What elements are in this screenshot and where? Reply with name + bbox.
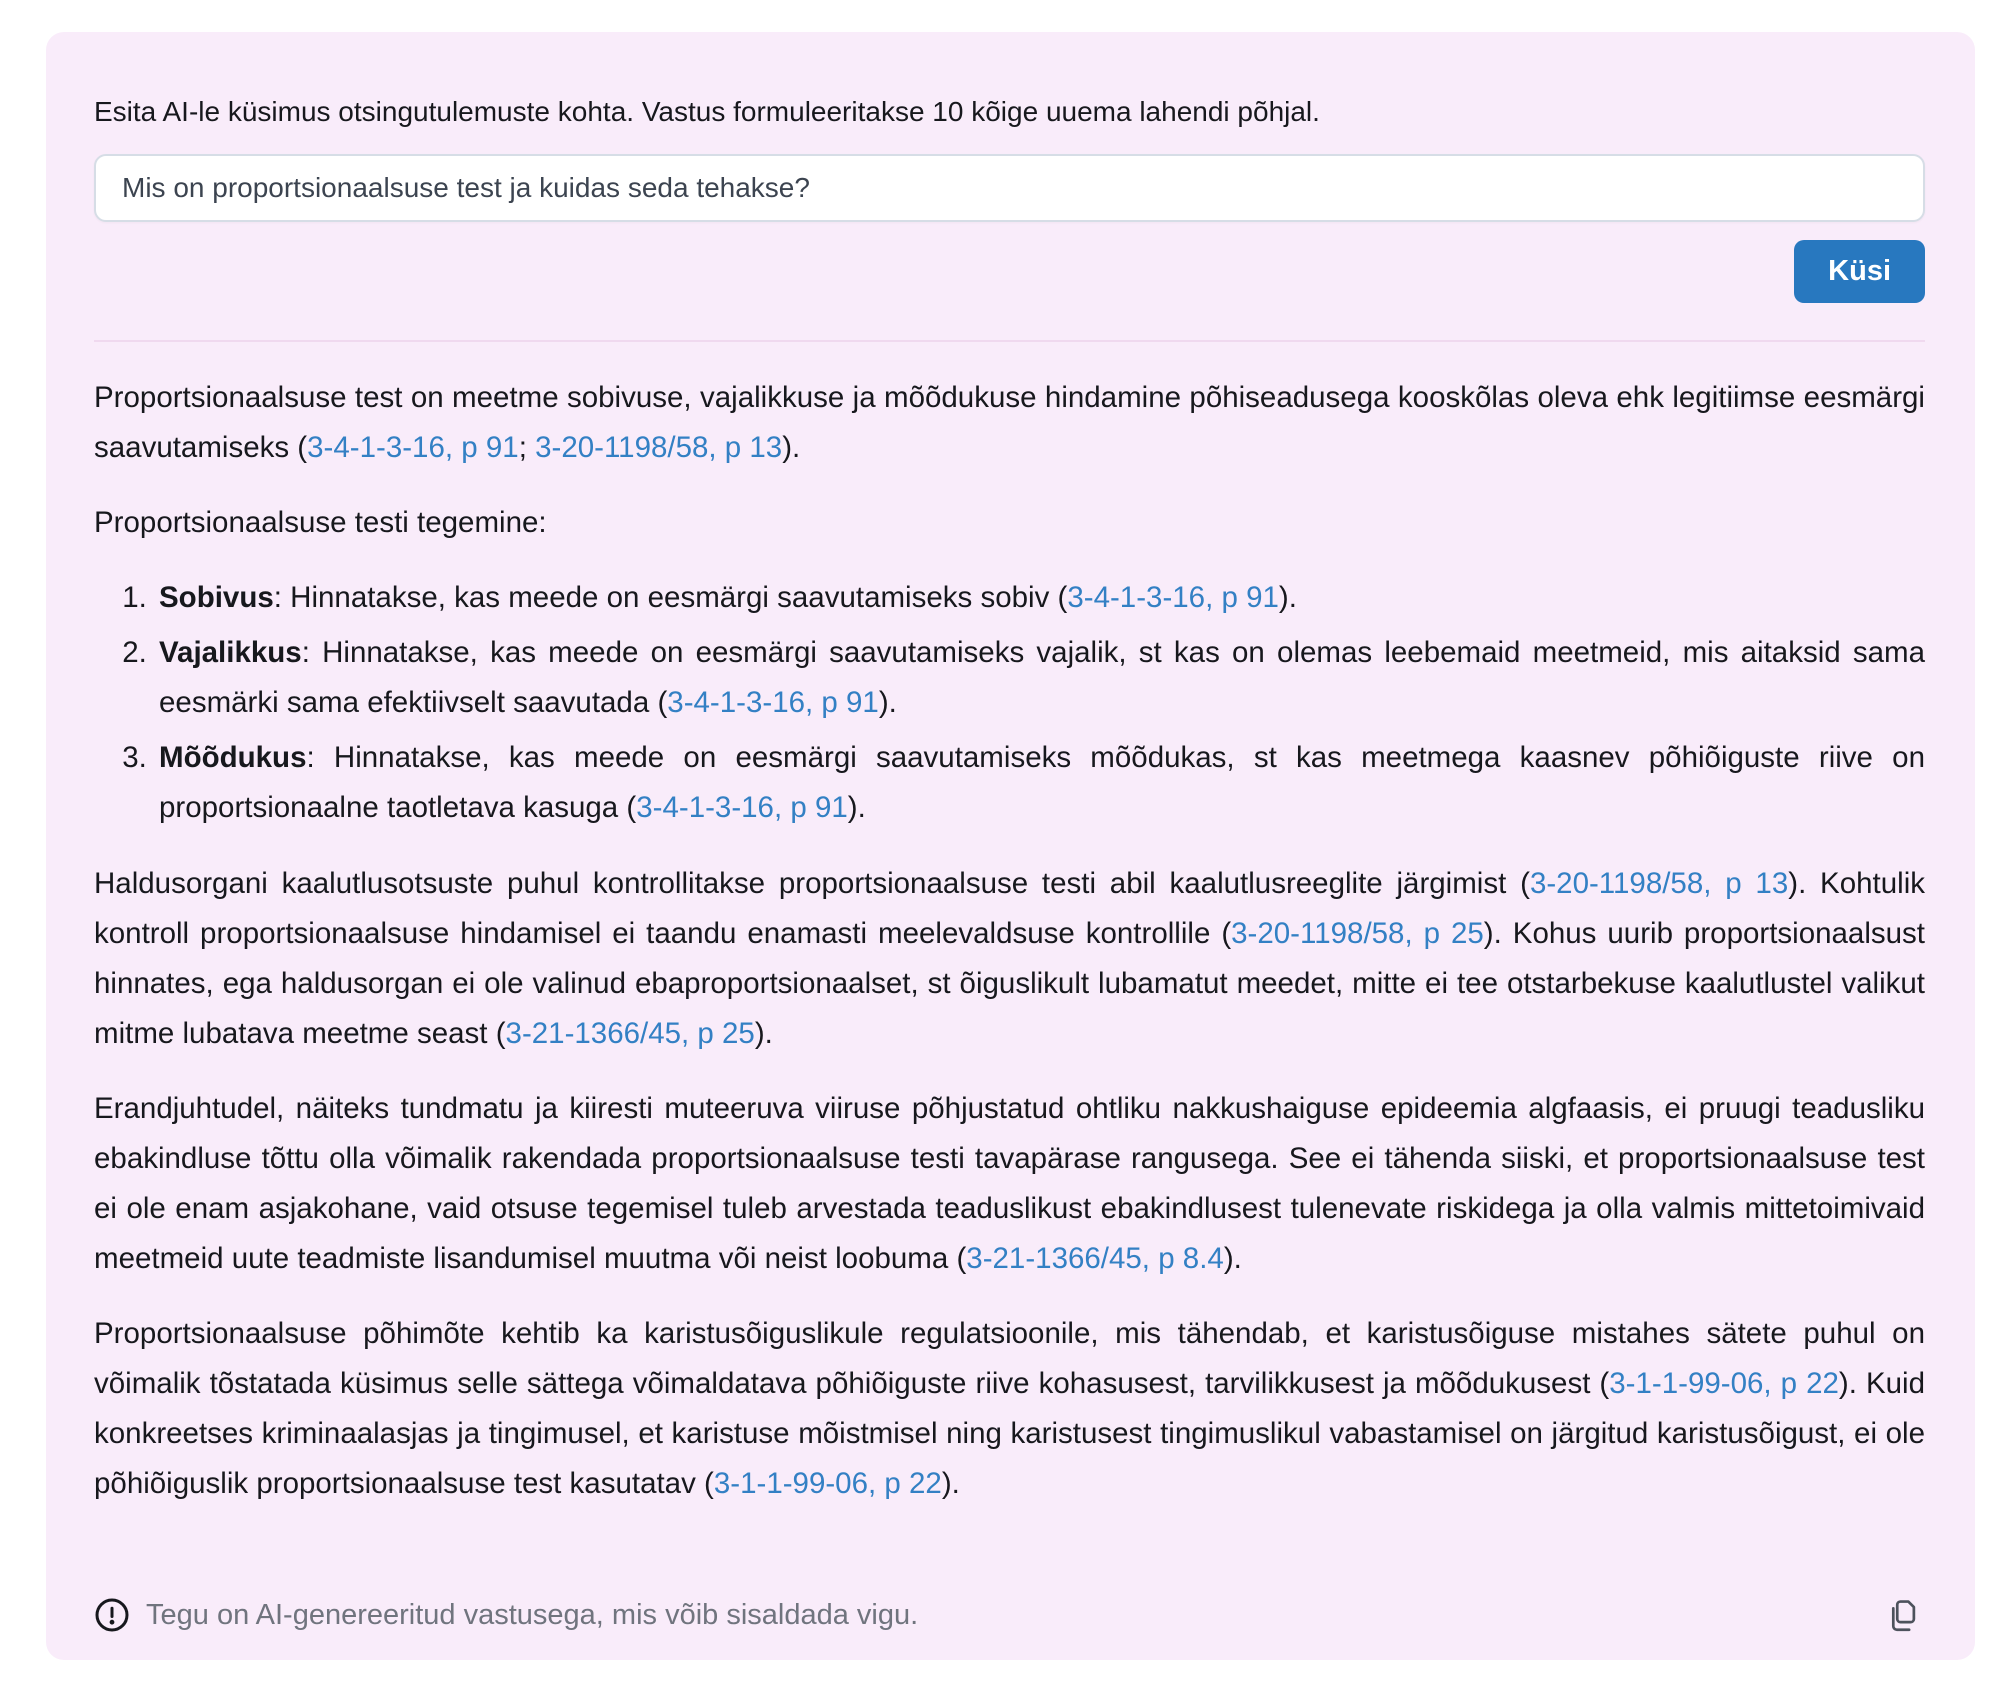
- case-reference-link[interactable]: 3-1-1-99-06, p 22: [713, 1467, 942, 1500]
- ai-answer-card: [46, 32, 1975, 1660]
- answer-text: ).: [847, 791, 866, 824]
- copy-button[interactable]: [1879, 1592, 1925, 1638]
- answer-text: Proportsionaalsuse põhimõte kehtib ka karistusõiguslikule regulatsioonile, mis tähendab, et karistusõiguse mistahes sätete puhul on võimalik tõstatada küsimus selle sättega võimaldatava põhiõiguste riive kohasusest, tarvilikkusest ja mõõdukusest (: [94, 1317, 1925, 1400]
- answer-text: ).: [878, 686, 897, 719]
- ask-button[interactable]: Küsi: [1794, 240, 1925, 303]
- case-reference-link[interactable]: 3-21-1366/45, p 25: [505, 1017, 755, 1050]
- alert-circle-icon: [94, 1597, 130, 1633]
- copy-icon: [1883, 1596, 1921, 1634]
- case-reference-link[interactable]: 3-21-1366/45, p 8.4: [966, 1242, 1224, 1275]
- answer-paragraph: [94, 1084, 1925, 1284]
- answer-paragraph: [94, 373, 1925, 473]
- answer-text: ).: [1223, 1242, 1242, 1275]
- list-term: Sobivus: [159, 581, 274, 614]
- case-reference-link[interactable]: 3-20-1198/58, p 13: [1529, 867, 1789, 900]
- ask-actions: [94, 240, 1925, 303]
- answer-text: : Hinnatakse, kas meede on eesmärgi saavutamiseks vajalik, st kas on olemas leebemaid meetmeid, mis aitaksid sama eesmärki sama efektiivselt saavutada (: [159, 636, 1925, 719]
- case-reference-link[interactable]: 3-20-1198/58, p 25: [1231, 917, 1484, 950]
- answer-text: Proportsionaalsuse test on meetme sobivuse, vajalikkuse ja mõõdukuse hindamine põhiseadusega kooskõlas oleva ehk legitiimse eesmärgi saavutamiseks (: [94, 381, 1925, 464]
- case-reference-link[interactable]: 3-1-1-99-06, p 22: [1609, 1367, 1839, 1400]
- answer-text: ). Kuid konkreetses kriminaalasjas ja tingimusel, et karistuse mõistmisel ning karistusest tingimuslikul vabastamisel on järgitud karistusõigust, ei ole põhiõiguslik proportsionaalsuse test kasutatav (: [94, 1367, 1925, 1500]
- answer-body: [94, 373, 1925, 1509]
- answer-text: ;: [518, 431, 536, 464]
- answer-text: : Hinnatakse, kas meede on eesmärgi saavutamiseks sobiv (: [273, 581, 1068, 614]
- case-reference-link[interactable]: 3-4-1-3-16, p 91: [667, 686, 879, 719]
- answer-paragraph: [94, 1309, 1925, 1509]
- list-term: Vajalikkus: [159, 636, 302, 669]
- answer-list-item: [155, 573, 1925, 623]
- disclaimer-row: [94, 1597, 918, 1633]
- answer-text: ).: [941, 1467, 960, 1500]
- question-input[interactable]: [94, 154, 1925, 222]
- answer-list: [94, 573, 1925, 833]
- ask-instruction: Esita AI-le küsimus otsingutulemuste kohta. Vastus formuleeritakse 10 kõige uuema lahendi põhjal.: [94, 96, 1320, 127]
- answer-text: ). Kohtulik kontroll proportsionaalsuse hindamisel ei taandu enamasti meelevaldsuse kontrollile (: [94, 867, 1926, 950]
- answer-text: Erandjuhtudel, näiteks tundmatu ja kiiresti muteeruva viiruse põhjustatud ohtliku nakkushaiguse epideemia algfaasis, ei pruugi teadusliku ebakindluse tõttu olla võimalik rakendada proportsionaalsuse testi tavapärase rangusega. See ei tähenda siiski, et proportsionaalsuse test ei ole enam asjakohane, vaid otsuse tegemisel tuleb arvestada teaduslikust ebakindlusest tulenevate riskidega ja olla valmis mittetoimivaid meetmeid uute teadmiste lisandumisel muutma või neist loobuma (: [94, 1092, 1925, 1275]
- ai-disclaimer: Tegu on AI-genereeritud vastusega, mis võib sisaldada vigu.: [146, 1598, 919, 1631]
- answer-text: ).: [782, 431, 801, 464]
- answer-text: : Hinnatakse, kas meede on eesmärgi saavutamiseks mõõdukas, st kas meetmega kaasnev põhiõiguste riive on proportsionaalne taotletava kasuga (: [159, 741, 1925, 824]
- list-term: Mõõdukus: [159, 741, 307, 774]
- answer-list-item: [155, 733, 1925, 833]
- case-reference-link[interactable]: 3-4-1-3-16, p 91: [636, 791, 848, 824]
- answer-list-item: [155, 628, 1925, 728]
- answer-divider: [94, 340, 1925, 342]
- case-reference-link[interactable]: 3-4-1-3-16, p 91: [1067, 581, 1279, 614]
- answer-text: Proportsionaalsuse testi tegemine:: [94, 506, 547, 539]
- case-reference-link[interactable]: 3-4-1-3-16, p 91: [307, 431, 519, 464]
- answer-text: ).: [1278, 581, 1297, 614]
- answer-text: ).: [754, 1017, 773, 1050]
- answer-text: Haldusorgani kaalutlusotsuste puhul kontrollitakse proportsionaalsuse testi abil kaalutlusreeglite järgimist (: [94, 867, 1530, 900]
- answer-paragraph: [94, 859, 1925, 1059]
- case-reference-link[interactable]: 3-20-1198/58, p 13: [535, 431, 783, 464]
- answer-footer: [94, 1592, 1925, 1638]
- answer-paragraph: [94, 498, 1925, 548]
- answer-text: ). Kohus uurib proportsionaalsust hinnates, ega haldusorgan ei ole valinud ebaproportsionaalset, st õiguslikult lubamatut meedet, mitte ei tee otstarbekuse kaalutlustel valikut mitme lubatava meetme seast (: [94, 917, 1925, 1050]
